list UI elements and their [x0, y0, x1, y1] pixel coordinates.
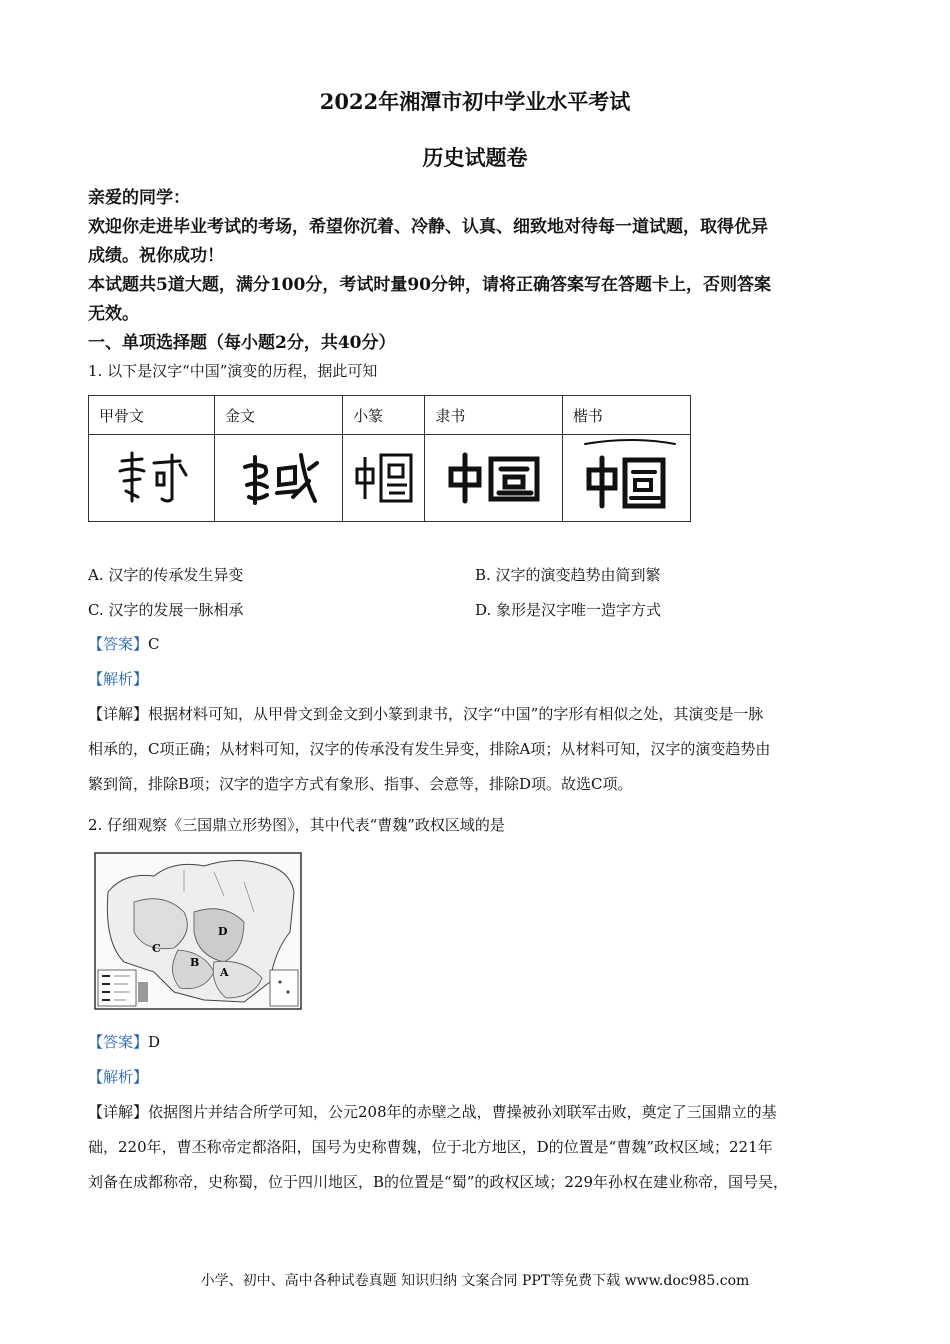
- q2-detail-line-3: 刘备在成都称帝，史称蜀，位于四川地区，B的位置是“蜀”的政权区域；229年孙权在建业称帝，国号吴，: [88, 1173, 788, 1191]
- question-2-stem: 2. 仔细观察《三国鼎立形势图》，其中代表“曹魏”政权区域的是: [88, 816, 505, 834]
- answer-tag: 【答案】: [88, 635, 149, 653]
- table-header: 金文: [215, 396, 343, 435]
- q2-detail-line-2: 础，220年，曹丕称帝定都洛阳，国号为史称曹魏，位于北方地区，D的位置是“曹魏”政权区域；221年: [88, 1138, 773, 1156]
- answer-tag: 【答案】: [88, 1033, 149, 1051]
- intro-line-1: 欢迎你走进毕业考试的考场，希望你沉着、冷静、认真、细致地对待每一道试题，取得优异: [88, 217, 768, 237]
- question-1-stem: 1. 以下是汉字“中国”演变的历程，据此可知: [88, 362, 378, 380]
- q2-detail-line-1: [88, 1095, 868, 1130]
- intro-line-2: 成绩。祝你成功！: [88, 246, 224, 266]
- map-label-a: A: [220, 966, 229, 979]
- q2-analysis-tag: 【解析】: [88, 1068, 149, 1086]
- option-d: D. 象形是汉字唯一造字方式: [475, 601, 662, 619]
- small-seal-glyph: [343, 435, 425, 522]
- option-c: C. 汉字的发展一脉相承: [88, 601, 244, 619]
- oracle-bone-glyph: [89, 435, 215, 522]
- page-footer: 小学、初中、高中各种试卷真题 知识归纳 文案合同 PPT等免费下载 www.doc985.com: [200, 1273, 750, 1289]
- q2-answer: [88, 1025, 868, 1060]
- q1-detail-line-2: 相承的，C项正确；从材料可知，汉字的传承没有发生异变，排除A项；从材料可知，汉字的演变趋势由: [88, 740, 771, 758]
- map-label-c: C: [152, 942, 161, 955]
- intro-greeting: 亲爱的同学：: [88, 188, 190, 208]
- q1-detail-line-3: 繁到简，排除B项；汉字的造字方式有象形、指事、会意等，排除D项。故选C项。: [88, 775, 633, 793]
- map-label-d: D: [218, 925, 228, 938]
- script-evolution-table: [88, 395, 691, 522]
- detail-tag: 【详解】: [88, 705, 149, 723]
- answer-value: D: [148, 1033, 161, 1051]
- detail-text: 依据图片并结合所学可知，公元208年的赤壁之战，曹操被孙刘联军击败，奠定了三国鼎立的基: [148, 1103, 777, 1121]
- detail-text: 根据材料可知，从甲骨文到金文到小篆到隶书，汉字“中国”的字形有相似之处，其演变是一脉: [148, 705, 764, 723]
- bronze-script-glyph: [215, 435, 343, 522]
- map-label-b: B: [190, 956, 200, 969]
- option-a: A. 汉字的传承发生异变: [88, 566, 244, 584]
- map-drawing: [94, 852, 302, 1010]
- regular-script-glyph: [562, 435, 690, 522]
- table-header: 小篆: [343, 396, 425, 435]
- exam-title: 2022年湘潭市初中学业水平考试: [319, 89, 631, 114]
- section-heading: 一、单项选择题（每小题2分，共40分）: [88, 333, 396, 353]
- three-kingdoms-map: [94, 852, 302, 1010]
- detail-tag: 【详解】: [88, 1103, 149, 1121]
- answer-value: C: [148, 635, 160, 653]
- q1-analysis-tag: 【解析】: [88, 670, 149, 688]
- intro-line-3: 本试题共5道大题，满分100分，考试时量90分钟，请将正确答案写在答题卡上，否则答案: [88, 275, 771, 295]
- exam-subtitle: 历史试题卷: [422, 145, 528, 170]
- clerical-script-glyph: [425, 435, 562, 522]
- q1-detail-line-1: [88, 697, 868, 732]
- table-header: 隶书: [425, 396, 562, 435]
- option-b: B. 汉字的演变趋势由简到繁: [475, 566, 661, 584]
- table-header: 楷书: [562, 396, 690, 435]
- intro-line-4: 无效。: [88, 304, 139, 324]
- table-header: 甲骨文: [89, 396, 215, 435]
- q1-answer: [88, 627, 868, 662]
